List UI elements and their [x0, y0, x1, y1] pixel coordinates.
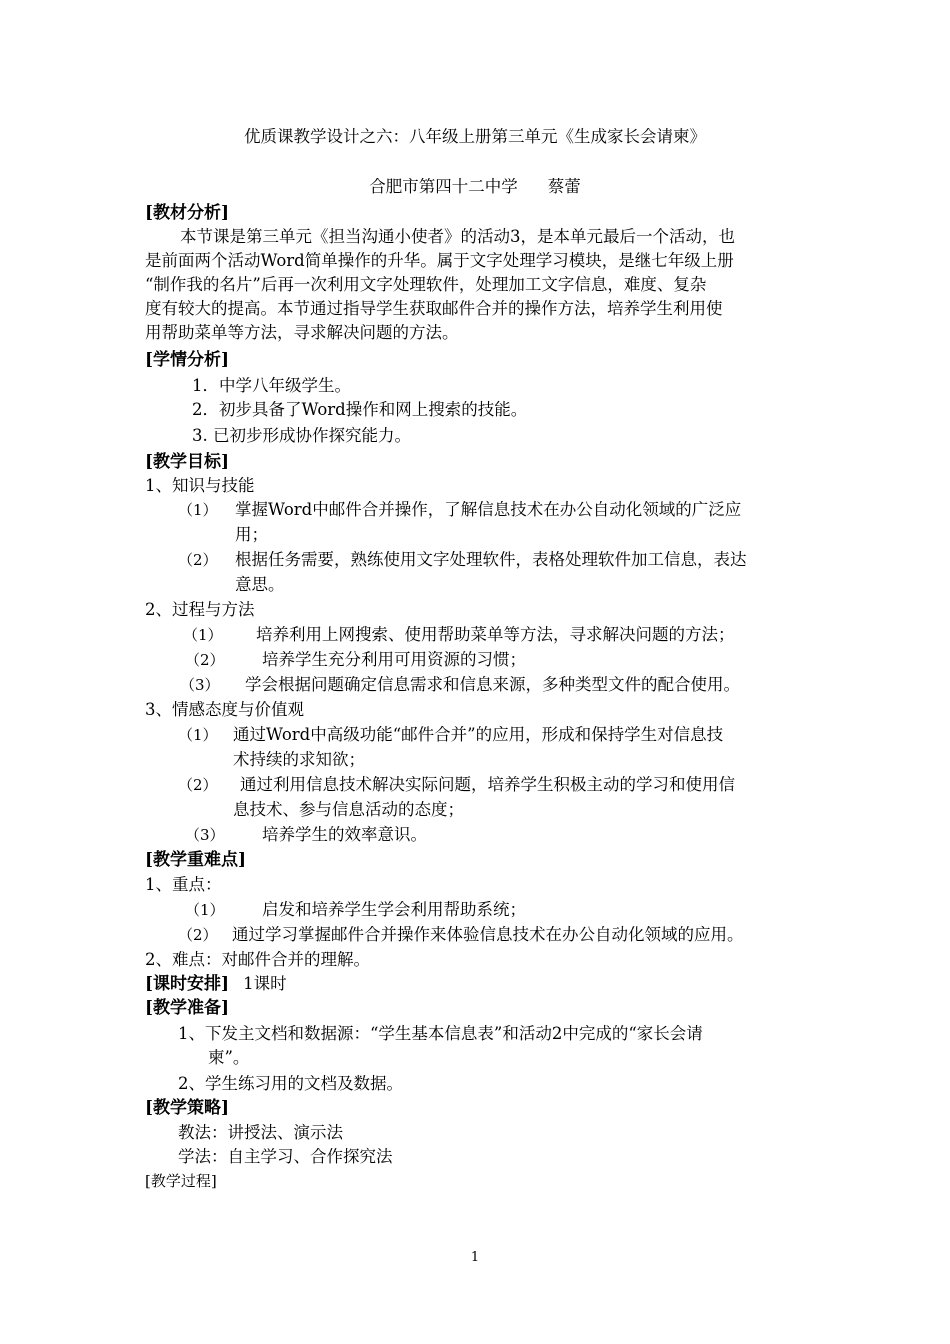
list-item: 意思。 — [235, 575, 285, 594]
list-item: 2、学生练习用的文档及数据。 — [178, 1074, 403, 1093]
difficulty-line: 2、难点：对邮件合并的理解。 — [145, 950, 370, 969]
list-item: 通过学习掌握邮件合并操作来体验信息技术在办公自动化领域的应用。 — [232, 925, 744, 944]
list-item: 术持续的求知欲； — [233, 750, 365, 769]
para-line: 本节课是第三单元《担当沟通小使者》的活动3，是本单元最后一个活动，也 — [180, 227, 735, 246]
list-item: 柬”。 — [208, 1048, 250, 1067]
author-school: 合肥市第四十二中学 — [369, 177, 518, 196]
list-item: 3. 已初步形成协作探究能力。 — [192, 426, 411, 445]
item-number: （2） — [178, 776, 218, 794]
heading-celue: [教学策略] — [145, 1098, 230, 1118]
para-line: 是前面两个活动Word简单操作的升华。属于文字处理学习模块，是继七年级上册 — [145, 251, 734, 270]
list-item: 培养学生的效率意识。 — [262, 825, 427, 844]
list-item: 息技术、参与信息活动的态度； — [233, 800, 464, 819]
list-item: 用； — [235, 525, 268, 544]
list-item: 通过利用信息技术解决实际问题，培养学生积极主动的学习和使用信 — [240, 775, 735, 794]
author-line — [0, 175, 950, 199]
list-item: 2．初步具备了Word操作和网上搜索的技能。 — [192, 400, 528, 419]
list-item: 1．中学八年级学生。 — [192, 376, 351, 395]
goal-group: 2、过程与方法 — [145, 600, 255, 619]
heading-xueqing: [学情分析] — [145, 350, 230, 370]
heading-jiaocai: [教材分析] — [145, 203, 230, 223]
item-number: （1） — [178, 501, 218, 519]
goal-group: 1、知识与技能 — [145, 476, 255, 495]
item-number: （2） — [178, 551, 218, 569]
list-item: 根据任务需要，熟练使用文字处理软件，表格处理软件加工信息，表达 — [235, 550, 747, 569]
list-item: 学会根据问题确定信息需求和信息来源，多种类型文件的配合使用。 — [245, 675, 740, 694]
goal-group: 3、情感态度与价值观 — [145, 700, 304, 719]
method-learn: 学法：自主学习、合作探究法 — [178, 1147, 393, 1166]
heading-mubiao: [教学目标] — [145, 452, 230, 472]
document-title: 优质课教学设计之六：八年级上册第三单元《生成家长会请柬》 — [244, 127, 706, 146]
key-point-label: 1、重点： — [145, 875, 222, 894]
list-item: 1、下发主文档和数据源：“学生基本信息表”和活动2中完成的“家长会请 — [178, 1024, 703, 1043]
para-line: 用帮助菜单等方法，寻求解决问题的方法。 — [145, 323, 459, 342]
heading-keshi: [课时安排] — [145, 974, 230, 994]
item-number: （2） — [178, 926, 218, 944]
list-item: 通过Word中高级功能“邮件合并”的应用，形成和保持学生对信息技 — [233, 725, 724, 744]
para-line: 度有较大的提高。本节通过指导学生获取邮件合并的操作方法，培养学生利用使 — [145, 299, 723, 318]
list-item: 培养学生充分利用可用资源的习惯； — [262, 650, 526, 669]
method-teach: 教法：讲授法、演示法 — [178, 1123, 343, 1142]
schedule-value: 1课时 — [243, 974, 287, 993]
item-number: （1） — [183, 626, 223, 644]
list-item: 启发和培养学生学会利用帮助系统； — [262, 900, 526, 919]
item-number: （1） — [178, 726, 218, 744]
heading-zhunbei: [教学准备] — [145, 998, 230, 1018]
item-number: （1） — [185, 901, 225, 919]
author-name: 蔡蕾 — [547, 177, 581, 196]
schedule-line — [145, 972, 287, 996]
list-item: 培养利用上网搜索、使用帮助菜单等方法，寻求解决问题的方法； — [256, 625, 735, 644]
item-number: （2） — [185, 651, 225, 669]
heading-guocheng: [教学过程] — [145, 1172, 217, 1190]
page-number: 1 — [470, 1250, 480, 1265]
heading-zhongnan: [教学重难点] — [145, 850, 247, 870]
para-line: “制作我的名片”后再一次利用文字处理软件，处理加工文字信息，难度、复杂 — [145, 275, 707, 294]
item-number: （3） — [180, 676, 220, 694]
list-item: 掌握Word中邮件合并操作，了解信息技术在办公自动化领域的广泛应 — [235, 500, 742, 519]
item-number: （3） — [185, 826, 225, 844]
